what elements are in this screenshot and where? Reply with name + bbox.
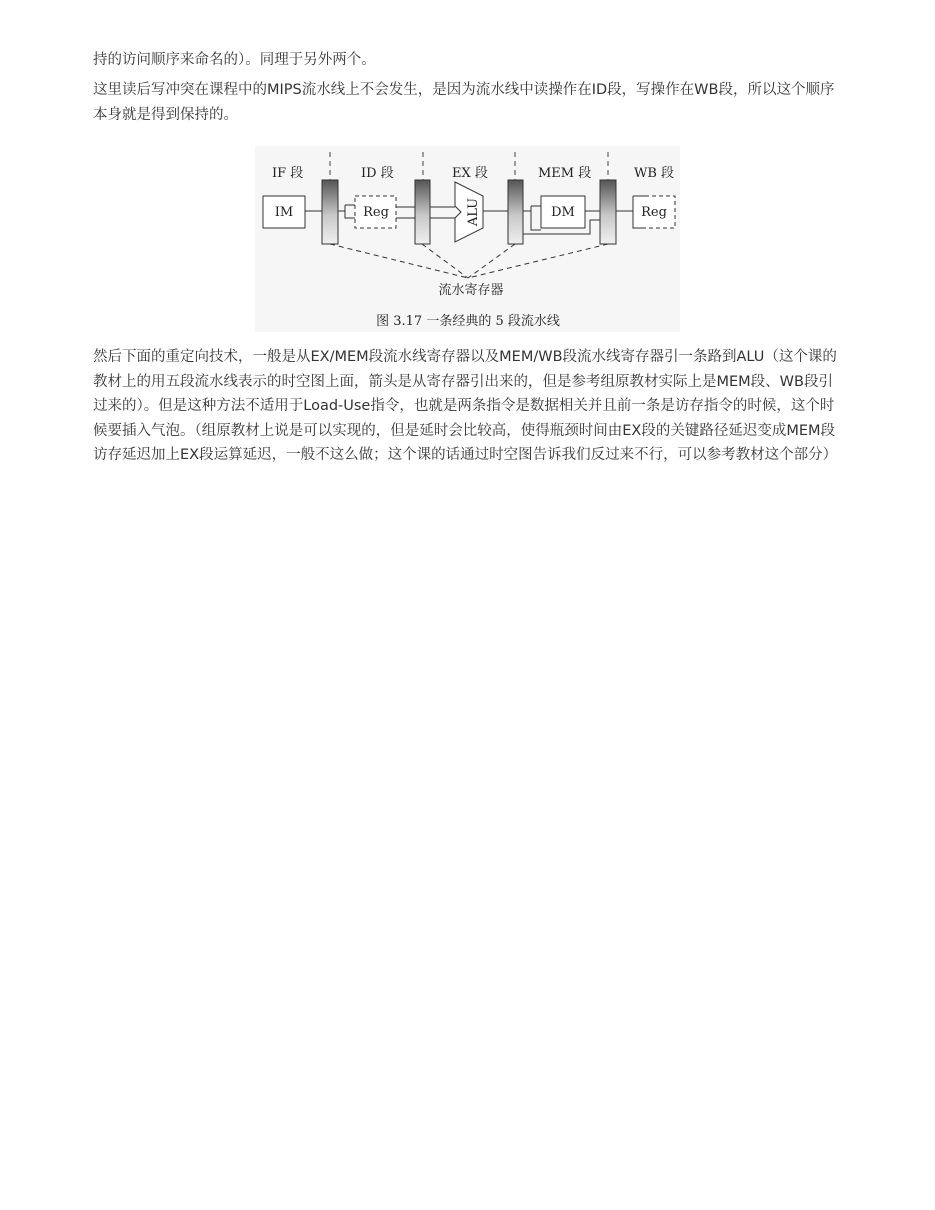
stage-label-ex: EX 段 xyxy=(452,166,488,181)
stage-label-if: IF 段 xyxy=(272,166,304,181)
stage-label-wb: WB 段 xyxy=(634,166,675,181)
paragraph-2: 这里读后写冲突在课程中的MIPS流水线上不会发生，是因为流水线中读操作在ID段，写操作在WB段，所以这个顺序本身就是得到保持的。 xyxy=(93,82,835,123)
paragraph-3: 然后下面的重定向技术，一般是从EX/MEM段流水线寄存器以及MEM/WB段流水线寄存器引一条路到ALU（这个课的教材上的用五段流水线表示的时空图上面，箭头是从寄存器引出来的，但是参考组原教材实际上是MEM段、WB段引过来的）。但是这种方法不适用于Load-Use指令，也就是两条指令是数据相关并且前一条是访存指令的时候，这个时候要插入气泡。（组原教材上说是可以实现的，但是延时会比较高，使得瓶颈时间由EX段的关键路径延迟变成MEM段访存延迟加上EX段运算延迟，一般不这么做；这个课的话通过时空图告诉我们反过来不行，可以参考教材这个部分） xyxy=(93,349,838,464)
dm-label: DM xyxy=(551,205,575,220)
reg-write-label: Reg xyxy=(641,205,667,220)
reg-read-label: Reg xyxy=(363,205,389,220)
register-pointers xyxy=(330,244,608,278)
im-label: IM xyxy=(274,205,294,220)
figure-caption: 图 3.17 一条经典的 5 段流水线 xyxy=(376,314,560,329)
stage-label-mem: MEM 段 xyxy=(538,166,592,181)
paragraph-1: 持的访问顺序来命名的）。同理于另外两个。 xyxy=(93,52,376,68)
pipeline-figure xyxy=(255,146,680,332)
stage-label-id: ID 段 xyxy=(361,166,394,181)
alu-label: ALU xyxy=(466,197,481,227)
pipeline-register-label: 流水寄存器 xyxy=(438,283,504,298)
